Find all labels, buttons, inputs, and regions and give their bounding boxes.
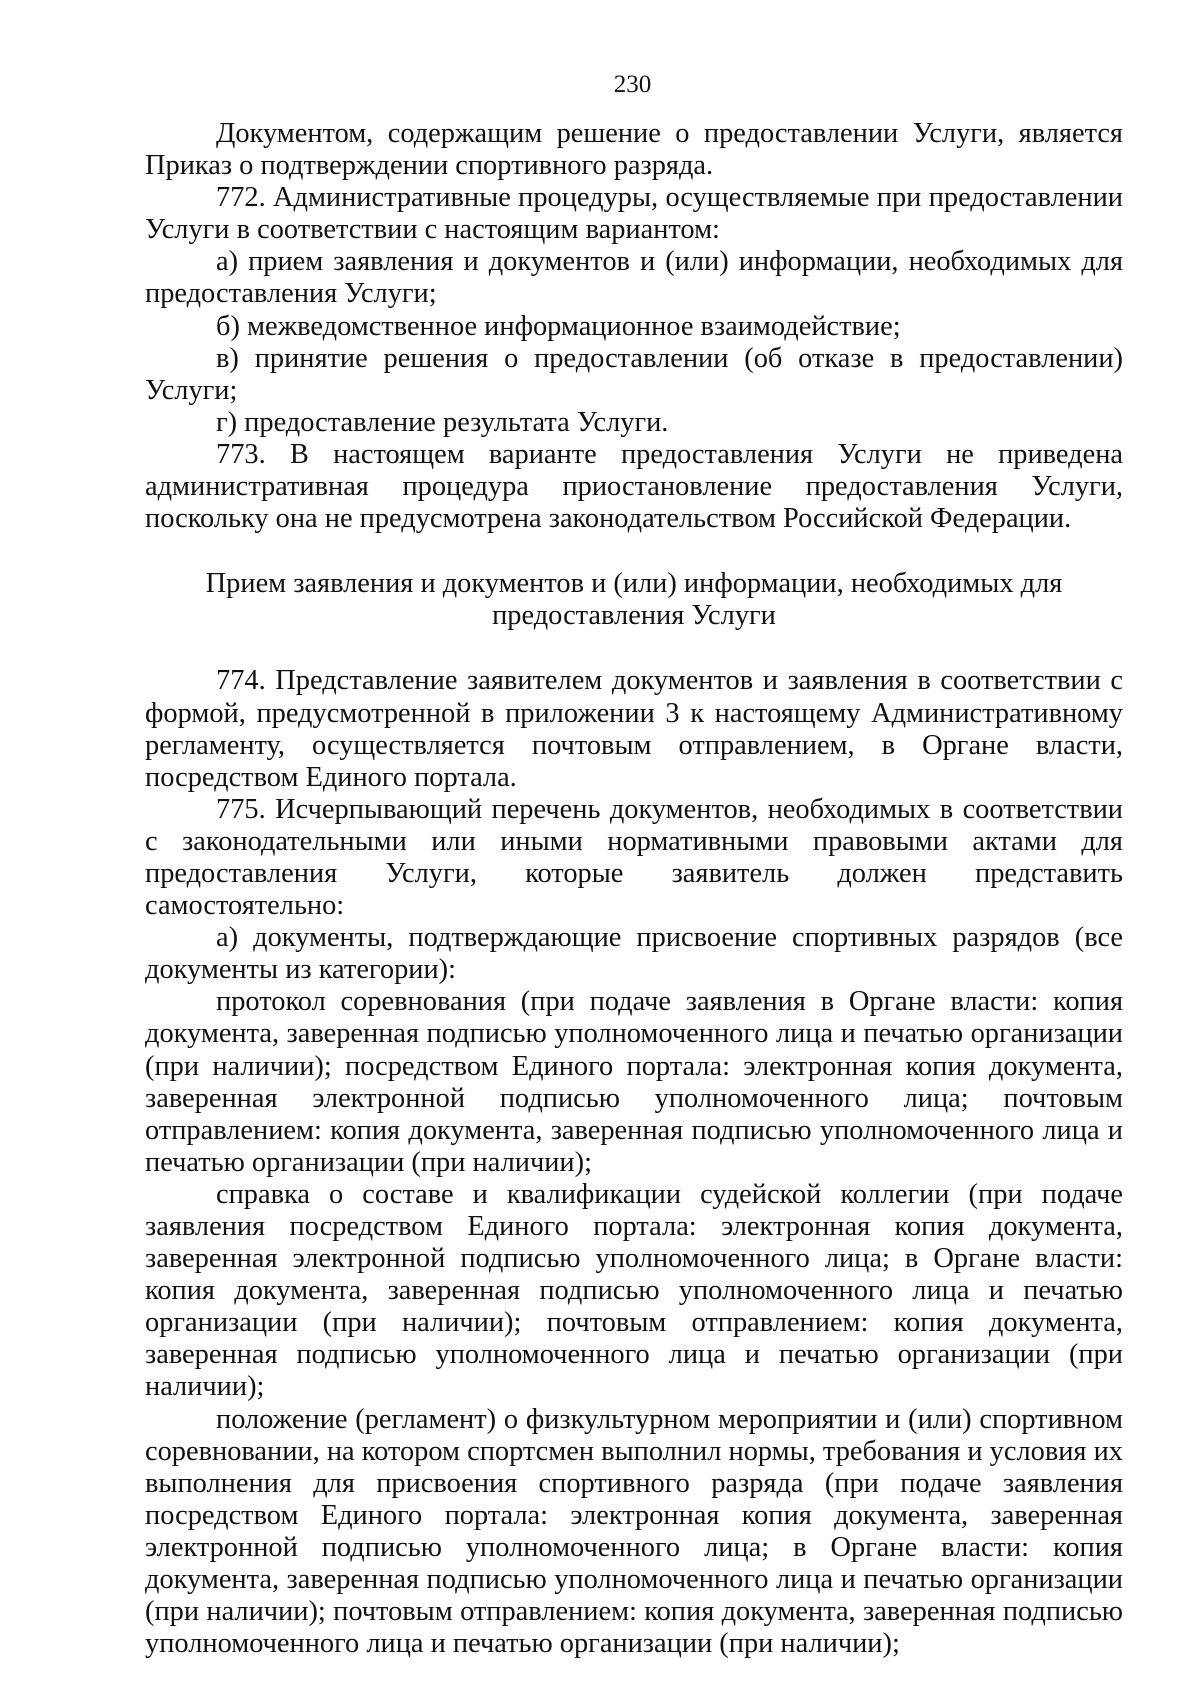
section-heading: Прием заявления и документов и (или) информации, необходимых для предоставления Услуги bbox=[205, 568, 1063, 632]
document-body bbox=[145, 118, 1123, 1660]
paragraph-regulation: положение (регламент) о физкультурном мероприятии и (или) спортивном соревновании, на котором спортсмен выполнил нормы, требования и условия их выполнения для присвоения спортивного разряда (при подаче заявления посредством Единого портала: электронная копия документа, заверенная электронной подписью уполномоченного лица; в Органе власти: копия документа, заверенная подписью уполномоченного лица и печатью организации (при наличии); почтовым отправлением: копия документа, заверенная подписью уполномоченного лица и печатью организации (при наличии); bbox=[145, 1403, 1123, 1660]
list-item-a: а) прием заявления и документов и (или) информации, необходимых для предоставления Услуги; bbox=[145, 246, 1123, 310]
list-item-b: б) межведомственное информационное взаимодействие; bbox=[216, 310, 901, 342]
paragraph-result-document: Документом, содержащим решение о предоставлении Услуги, является Приказ о подтверждении спортивного разряда. bbox=[145, 118, 1123, 182]
list-item-v: в) принятие решения о предоставлении (об отказе в предоставлении) Услуги; bbox=[145, 342, 1123, 406]
list-item-g: г) предоставление результата Услуги. bbox=[216, 406, 669, 438]
paragraph-protocol: протокол соревнования (при подаче заявления в Органе власти: копия документа, заверенная подписью уполномоченного лица и печатью организации (при наличии); посредством Единого портала: электронная копия документа, заверенная электронной подписью уполномоченного лица; почтовым отправлением: копия документа, заверенная подписью уполномоченного лица и печатью организации (при наличии); bbox=[145, 986, 1123, 1178]
paragraph-775: 775. Исчерпывающий перечень документов, необходимых в соответствии с законодательными или иными нормативными правовыми актами для предоставления Услуги, которые заявитель должен представить самостоятельно: bbox=[145, 793, 1123, 922]
paragraph-774: 774. Представление заявителем документов и заявления в соответствии с формой, предусмотренной в приложении 3 к настоящему Административному регламенту, осуществляется почтовым отправлением, в Органе власти, посредством Единого портала. bbox=[145, 665, 1123, 793]
paragraph-773: 773. В настоящем варианте предоставления Услуги не приведена административная процедура приостановление предоставления Услуги, поскольку она не предусмотрена законодательством Российской Федерации. bbox=[145, 438, 1123, 535]
paragraph-judges-certificate: справка о составе и квалификации судейской коллегии (при подаче заявления посредством Единого портала: электронная копия документа, заверенная электронной подписью уполномоченного лица; в Органе власти: копия документа, заверенная подписью уполномоченного лица и печатью организации (при наличии); почтовым отправлением: копия документа, заверенная подписью уполномоченного лица и печатью организации (при наличии); bbox=[145, 1178, 1123, 1403]
paragraph-772: 772. Административные процедуры, осуществляемые при предоставлении Услуги в соответствии с настоящим вариантом: bbox=[145, 182, 1123, 246]
page-number: 230 bbox=[613, 71, 652, 98]
list-item-documents-a: а) документы, подтверждающие присвоение спортивных разрядов (все документы из категории): bbox=[145, 922, 1123, 986]
